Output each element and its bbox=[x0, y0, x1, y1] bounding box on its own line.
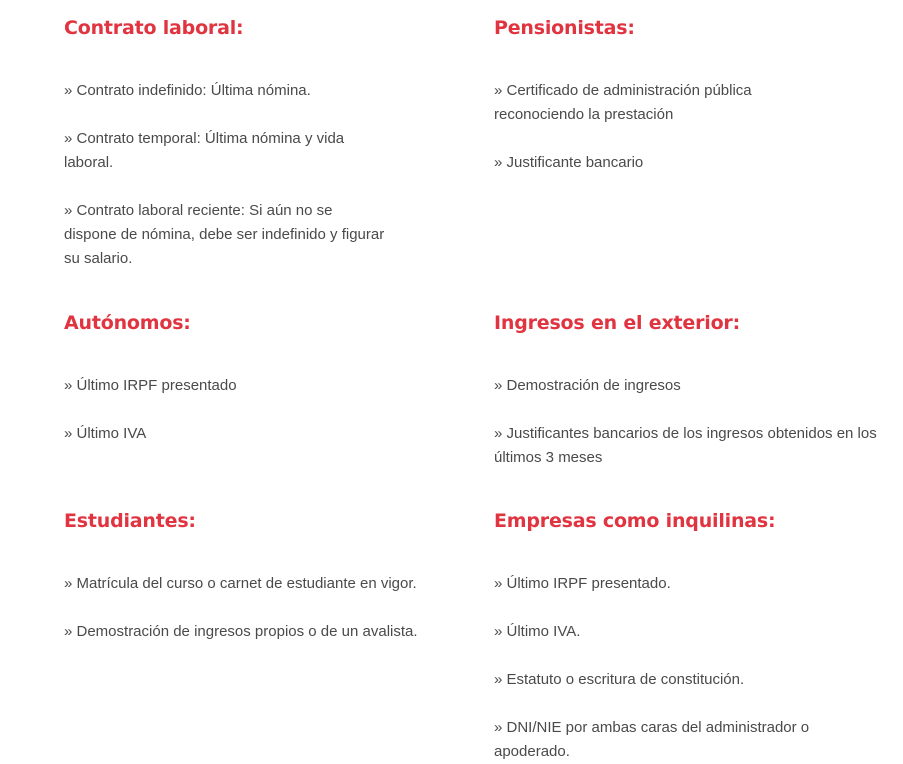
list-item: » Contrato temporal: Última nómina y vida laboral. bbox=[64, 130, 345, 171]
section-ingresos-exterior bbox=[494, 311, 878, 470]
section-title: Autónomos: bbox=[64, 312, 191, 334]
section-title: Pensionistas: bbox=[494, 17, 635, 39]
list-item: » Estatuto o escritura de constitución. bbox=[494, 671, 745, 688]
list-item: » Último IRPF presentado. bbox=[494, 575, 671, 592]
list-item: » Contrato laboral reciente: Si aún no se dispone de nómina, debe ser indefinido y figurar su salario. bbox=[64, 202, 385, 267]
section-estudiantes bbox=[64, 509, 424, 644]
section-title: Estudiantes: bbox=[64, 510, 196, 532]
section-title: Empresas como inquilinas: bbox=[494, 510, 776, 532]
list-item: » Último IRPF presentado bbox=[64, 377, 237, 394]
requirements-list bbox=[494, 374, 878, 470]
section-empresas-inquilinas bbox=[494, 509, 854, 764]
section-title: Contrato laboral: bbox=[64, 17, 244, 39]
list-item: » Justificantes bancarios de los ingresos obtenidos en los últimos 3 meses bbox=[494, 425, 877, 466]
list-item: » Certificado de administración pública reconociendo la prestación bbox=[494, 82, 752, 123]
requirements-list bbox=[494, 572, 854, 764]
list-item: » Matrícula del curso o carnet de estudiante en vigor. bbox=[64, 575, 417, 592]
section-contrato-laboral bbox=[64, 16, 386, 271]
section-pensionistas bbox=[494, 16, 824, 175]
list-item: » Demostración de ingresos propios o de un avalista. bbox=[64, 623, 418, 640]
requirements-list bbox=[64, 374, 424, 446]
requirements-list bbox=[494, 79, 824, 175]
list-item: » DNI/NIE por ambas caras del administrador o apoderado. bbox=[494, 719, 810, 760]
list-item: » Último IVA. bbox=[494, 623, 581, 640]
requirements-list bbox=[64, 572, 424, 644]
list-item: » Demostración de ingresos bbox=[494, 377, 681, 394]
section-autonomos bbox=[64, 311, 424, 446]
list-item: » Contrato indefinido: Última nómina. bbox=[64, 82, 311, 99]
section-title: Ingresos en el exterior: bbox=[494, 312, 740, 334]
requirements-list bbox=[64, 79, 386, 271]
list-item: » Justificante bancario bbox=[494, 154, 644, 171]
list-item: » Último IVA bbox=[64, 425, 147, 442]
